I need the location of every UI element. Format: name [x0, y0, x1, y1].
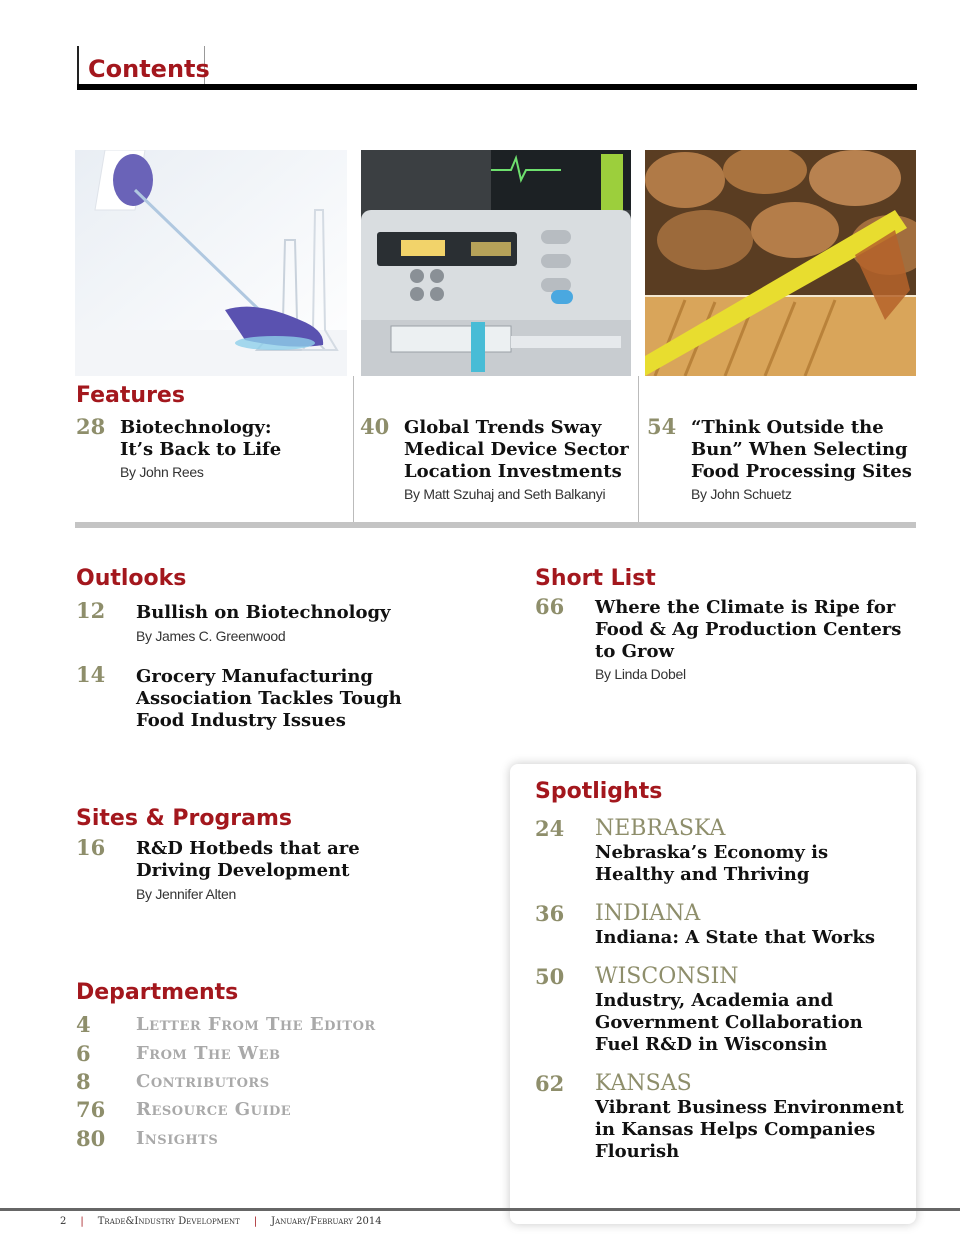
- lab-pipette-photo: [75, 150, 347, 376]
- dept-3-title[interactable]: Contributors: [136, 1071, 270, 1092]
- spotlight-2-page: 36: [535, 901, 565, 926]
- sites-1-page: 16: [76, 835, 106, 860]
- feature-2-title[interactable]: Global Trends Sway Medical Device Sector Location Investments: [404, 417, 629, 482]
- outlook-1-byline: By James C. Greenwood: [136, 628, 286, 644]
- features-rule: [75, 522, 916, 528]
- footer-separator: |: [80, 1216, 84, 1227]
- spotlight-1-state: NEBRASKA: [595, 816, 726, 841]
- footer-separator: |: [253, 1216, 258, 1227]
- feature-3-title[interactable]: “Think Outside the Bun” When Selecting Food Processing Sites: [691, 417, 912, 482]
- feature-2-byline: By Matt Szuhaj and Seth Balkanyi: [404, 486, 606, 502]
- short-list-1-page: 66: [535, 594, 565, 619]
- feature-divider-2: [638, 376, 639, 522]
- short-list-1-byline: By Linda Dobel: [595, 666, 686, 682]
- spotlight-1-title[interactable]: Nebraska’s Economy is Healthy and Thriving: [595, 842, 829, 885]
- dept-2-title[interactable]: From The Web: [136, 1043, 281, 1064]
- footer-issue: January/February 2014: [271, 1216, 382, 1227]
- footer-publication: Trade&Industry Development: [97, 1216, 240, 1227]
- short-list-heading: Short List: [535, 566, 656, 591]
- page-footer: [60, 1216, 382, 1227]
- outlooks-heading: Outlooks: [76, 566, 187, 591]
- sites-programs-heading: Sites & Programs: [76, 806, 292, 831]
- dept-4-page: 76: [76, 1097, 106, 1122]
- feature-image-medical[interactable]: [361, 150, 631, 376]
- feature-divider-1: [353, 376, 354, 522]
- page-title: Contents: [88, 55, 210, 83]
- spotlight-3-title[interactable]: Industry, Academia and Government Collaboration Fuel R&D in Wisconsin: [595, 990, 863, 1055]
- feature-image-food[interactable]: [645, 150, 916, 376]
- departments-heading: Departments: [76, 980, 239, 1005]
- spotlight-2-state: INDIANA: [595, 901, 701, 926]
- spotlight-4-state: KANSAS: [595, 1071, 692, 1096]
- outlook-1-page: 12: [76, 598, 106, 623]
- outlook-2-title[interactable]: Grocery Manufacturing Association Tackles Tough Food Industry Issues: [136, 666, 402, 731]
- spotlights-heading: Spotlights: [535, 779, 663, 804]
- feature-1-page: 28: [76, 414, 106, 439]
- dept-4-title[interactable]: Resource Guide: [136, 1099, 292, 1120]
- features-heading: Features: [76, 383, 185, 408]
- spotlight-1-page: 24: [535, 816, 565, 841]
- dept-1-page: 4: [76, 1012, 91, 1037]
- outlook-1-title[interactable]: Bullish on Biotechnology: [136, 602, 391, 623]
- sites-1-byline: By Jennifer Alten: [136, 886, 236, 902]
- dept-1-title[interactable]: Letter From The Editor: [136, 1014, 376, 1035]
- spotlight-3-state: WISCONSIN: [595, 964, 739, 989]
- feature-3-byline: By John Schuetz: [691, 486, 792, 502]
- dept-5-page: 80: [76, 1126, 106, 1151]
- infusion-pump-photo: [361, 150, 631, 376]
- short-list-1-title[interactable]: Where the Climate is Ripe for Food & Ag Production Centers to Grow: [595, 597, 902, 662]
- header-rule: [77, 84, 917, 90]
- feature-1-byline: By John Rees: [120, 464, 204, 480]
- spotlight-4-page: 62: [535, 1071, 565, 1096]
- outlook-2-page: 14: [76, 662, 106, 687]
- feature-image-lab[interactable]: [75, 150, 347, 376]
- bread-wheat-photo: [645, 150, 916, 376]
- feature-2-page: 40: [360, 414, 390, 439]
- spotlight-4-title[interactable]: Vibrant Business Environment in Kansas Helps Companies Flourish: [595, 1097, 904, 1162]
- feature-1-title[interactable]: Biotechnology: It’s Back to Life: [120, 417, 282, 460]
- sites-1-title[interactable]: R&D Hotbeds that are Driving Development: [136, 838, 360, 881]
- spotlight-3-page: 50: [535, 964, 565, 989]
- dept-3-page: 8: [76, 1069, 91, 1094]
- feature-3-page: 54: [647, 414, 677, 439]
- dept-2-page: 6: [76, 1041, 91, 1066]
- header-tick: [77, 46, 79, 84]
- dept-5-title[interactable]: Insights: [136, 1128, 219, 1149]
- footer-rule: [0, 1208, 960, 1211]
- spotlight-2-title[interactable]: Indiana: A State that Works: [595, 927, 875, 948]
- footer-page-number: 2: [60, 1216, 67, 1227]
